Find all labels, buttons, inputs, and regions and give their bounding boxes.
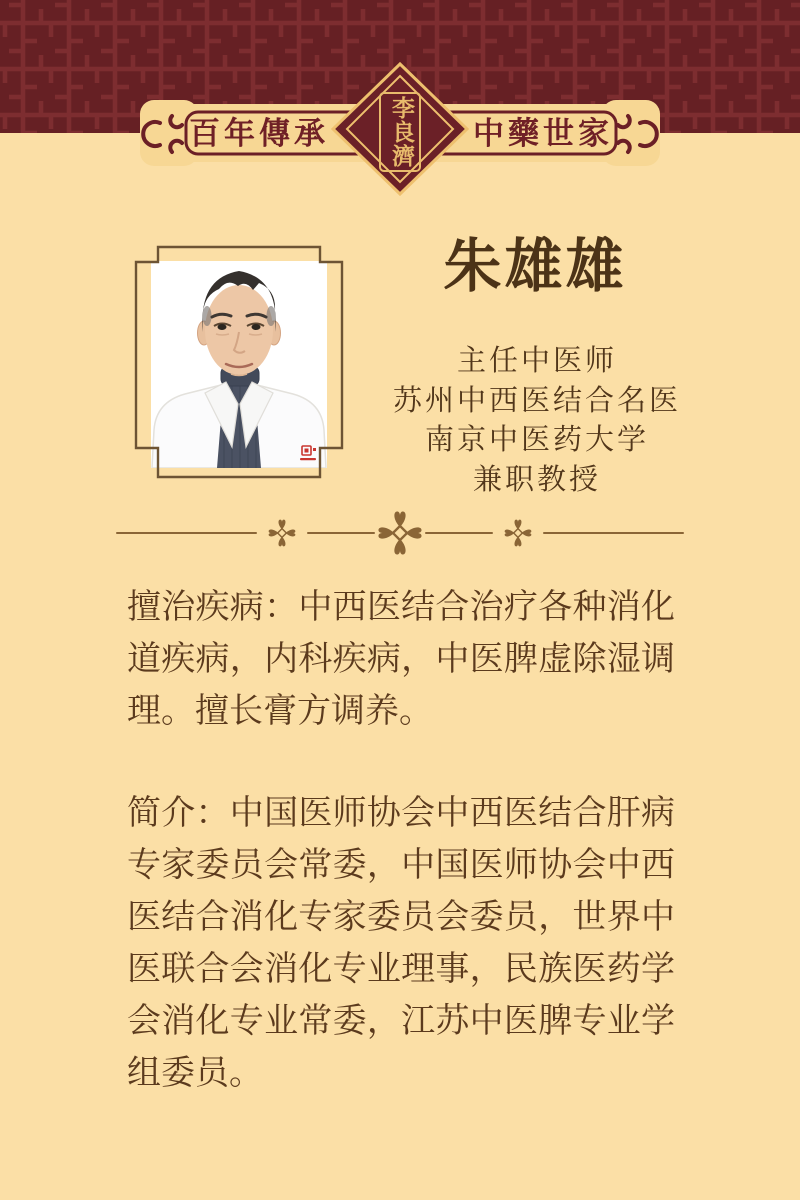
specialty-paragraph: 擅治疾病：中西医结合治疗各种消化道疾病，内科疾病，中医脾虚除湿调理。擅长膏方调养。 <box>127 588 675 730</box>
title-line: 苏州中西医结合名医 <box>392 384 681 417</box>
diamond-floral-icon <box>378 511 421 554</box>
banner-left-text: 百年傳承 <box>189 116 329 151</box>
portrait-photo <box>125 240 350 485</box>
title-line: 南京中医药大学 <box>424 424 649 456</box>
doctor-name: 朱雄雄 <box>443 234 627 299</box>
title-line: 兼职教授 <box>472 463 601 496</box>
banner-right-text: 中藥世家 <box>473 116 613 151</box>
diamond-floral-icon <box>505 520 532 547</box>
title-line: 主任中医师 <box>456 345 617 377</box>
brand-seal <box>379 92 421 172</box>
bio-paragraph: 简介：中国医师协会中西医结合肝病专家委员会常委，中国医师协会中西医结合消化专家委员会委员，世界中医联合会消化专业理事，民族医药学会消化专业常委，江苏中医脾专业学组委员。 <box>127 794 675 1092</box>
seal-text: 李良濟 <box>389 96 414 168</box>
diamond-floral-icon <box>269 520 296 547</box>
doctor-titles <box>384 342 690 500</box>
section-divider <box>0 505 800 561</box>
